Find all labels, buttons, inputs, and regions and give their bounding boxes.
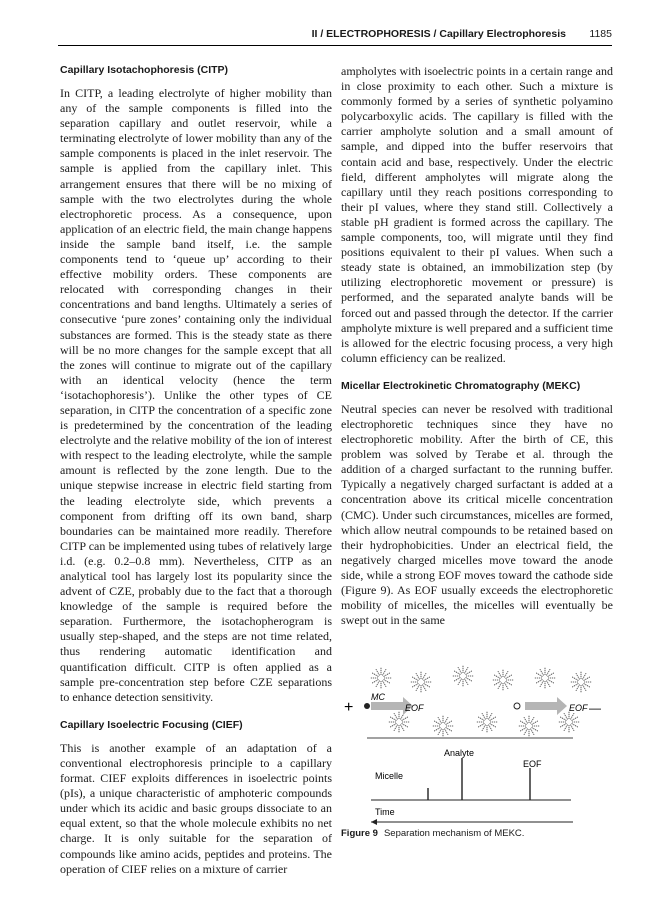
eof-right-label: EOF [569,703,588,713]
mekc-heading: Micellar Electrokinetic Chromatography (MEKC) [341,379,581,392]
cief-paragraph: This is another example of an adaptation of a conventional electrophoresis principle to a capillary format. CIEF exploits differences in isoelectric points (pIs), a unique characteristic of amphoteric compounds under which its acidic and basic groups dissociate to an equal extent, so that the whole molecule exhibits no net charge. It is only suitable for the separation of compounds like amino acids, peptides and proteins. The operation of CIEF relies on a mixture of carrier [60,740,332,876]
neutral-dot [514,703,520,709]
micelle-icon [558,711,580,733]
micelle-icon [492,669,514,691]
cathode-minus-label: — [589,701,601,715]
micelle-label: Micelle [375,771,404,781]
right-column [341,64,613,628]
header-rule [58,45,612,46]
analyte-dot [364,703,370,709]
micelle-icon [410,671,432,693]
mc-label: MC [371,692,385,702]
caption-text: Separation mechanism of MEKC. [383,828,525,839]
citp-paragraph: In CITP, a leading electrolyte of higher mobility than any of the sample components is filled into the separation capillary and outlet reservoir, while a terminating electrolyte of lower mobility than any of the sample components is placed in the inlet reservoir. The sample is applied from the capillary inlet. This arrangement ensures that there will be no mixing of sample with the two electrolytes during the whole electrophoretic process. As a consequence, upon application of an electric field, the main change happens inside the sample band itself, i.e. the sample components tend to ‘queue up’ according to their effective mobility orders. These components are relocated with corresponding changes in their concentrations and band lengths. Ultimately a series of consecutive ‘pure zones’ containing only the individual substances are formed. This is the steady state as there will be no more changes for the sample except that all the zones will continue to migrate out of the capillary with an identical velocity (hence the term ‘isotachophoresis’). Unlike the other types of CE separation, in CITP the concentration of a specific zone is predetermined by the concentration of the leading electrolyte and the relative mobility of the ion of interest with respect to the leading electrolyte, while the sample amount is reflected by the zone length. Due to the unique stepwise increase in electric field starting from the leading electrolyte side, which prevents a component from drifting off its own band, sharp boundaries can be maintained more readily. Therefore CITP can be implemented using tubes of relatively large i.d. (e.g. 0.2–0.8 mm). Nevertheless, CITP as an analytical tool has largely lost its popularity since the advent of CZE, probably due to the fact that a thorough knowledge of the sample is required before the separation. Furthermore, the isotachopherogram is usually step-shaped, and the steps are not time related, thus rendering automatic identification and quantification difficult. CITP is often applied as a sample pre-concentration step before CZE separations to enhance detection sensitivity. [60,86,332,704]
caption-label: Figure 9 [341,828,378,839]
mekc-paragraph: Neutral species can never be resolved with traditional electrophoretic techniques since they have no electrophoretic mobility. After the birth of CE, this problem was solved by Terabe et al. through the addition of a charged surfactant to the running buffer. Typically a negatively charged surfactant is added at a concentration above its critical micelle concentration (CMC). Under such circumstances, micelles are formed, which allow neutral compounds to be retained based on their hydrophobicities. Under an electrical field, the negatively charged micelles move toward the anode side, while a strong EOF moves toward the cathode side (Figure 9). As EOF usually exceeds the electrophoretic mobility of micelles, the micelles will eventually be swept out in the same [341,401,613,628]
capillary-diagram [344,665,601,738]
micelle-icon [370,667,392,689]
electropherogram [371,748,573,825]
micelle-icon [476,711,498,733]
micelle-icon [452,665,474,687]
eof-arrow-right [525,697,567,715]
figure-caption [341,828,524,839]
micelle-icon [432,715,454,737]
running-title: II / ELECTROPHORESIS / Capillary Electrophoresis [311,28,566,40]
time-arrow-head [371,819,377,825]
time-label: Time [375,807,395,817]
anode-plus-label: + [344,699,354,716]
cief-continued-paragraph: ampholytes with isoelectric points in a certain range and in close proximity to each other. Such a mixture is commonly formed by a series of synthetic polyamino polycarboxylic acids. The capillary is filled with the carrier ampholyte solution and a small amount of sample, and dipped into the buffer reservoirs that contain acid and base, respectively. Under the electric field, different ampholytes will migrate along the capillary until they reach positions corresponding to their pI values, where they stand still. Collectively a stable pH gradient is formed across the capillary. The sample components, too, will migrate until they find positions equivalent to their pI values. When such a steady state is obtained, an immobilization step (by utilizing electrophoretic movement or pressure) is performed, and the separated analyte bands will be forced out and passed through the detector. If the carrier ampholyte mixture is well prepared and a sufficient time is allowed for the electric focusing process, a very high column efficiency can be realized. [341,64,613,365]
analyte-label: Analyte [444,748,475,758]
eof-peak-label: EOF [523,759,542,769]
page-header [58,28,612,44]
micelle-icon [570,671,592,693]
left-column [60,64,332,877]
mekc-figure [341,660,613,830]
cief-heading: Capillary Isoelectric Focusing (CIEF) [60,718,243,731]
citp-heading: Capillary Isotachophoresis (CITP) [60,64,229,76]
micelle-icon [534,667,556,689]
micelle-icon [388,711,410,733]
micelle-icon [518,715,540,737]
eof-inner-label: EOF [405,703,424,713]
page-number: 1185 [589,28,612,40]
